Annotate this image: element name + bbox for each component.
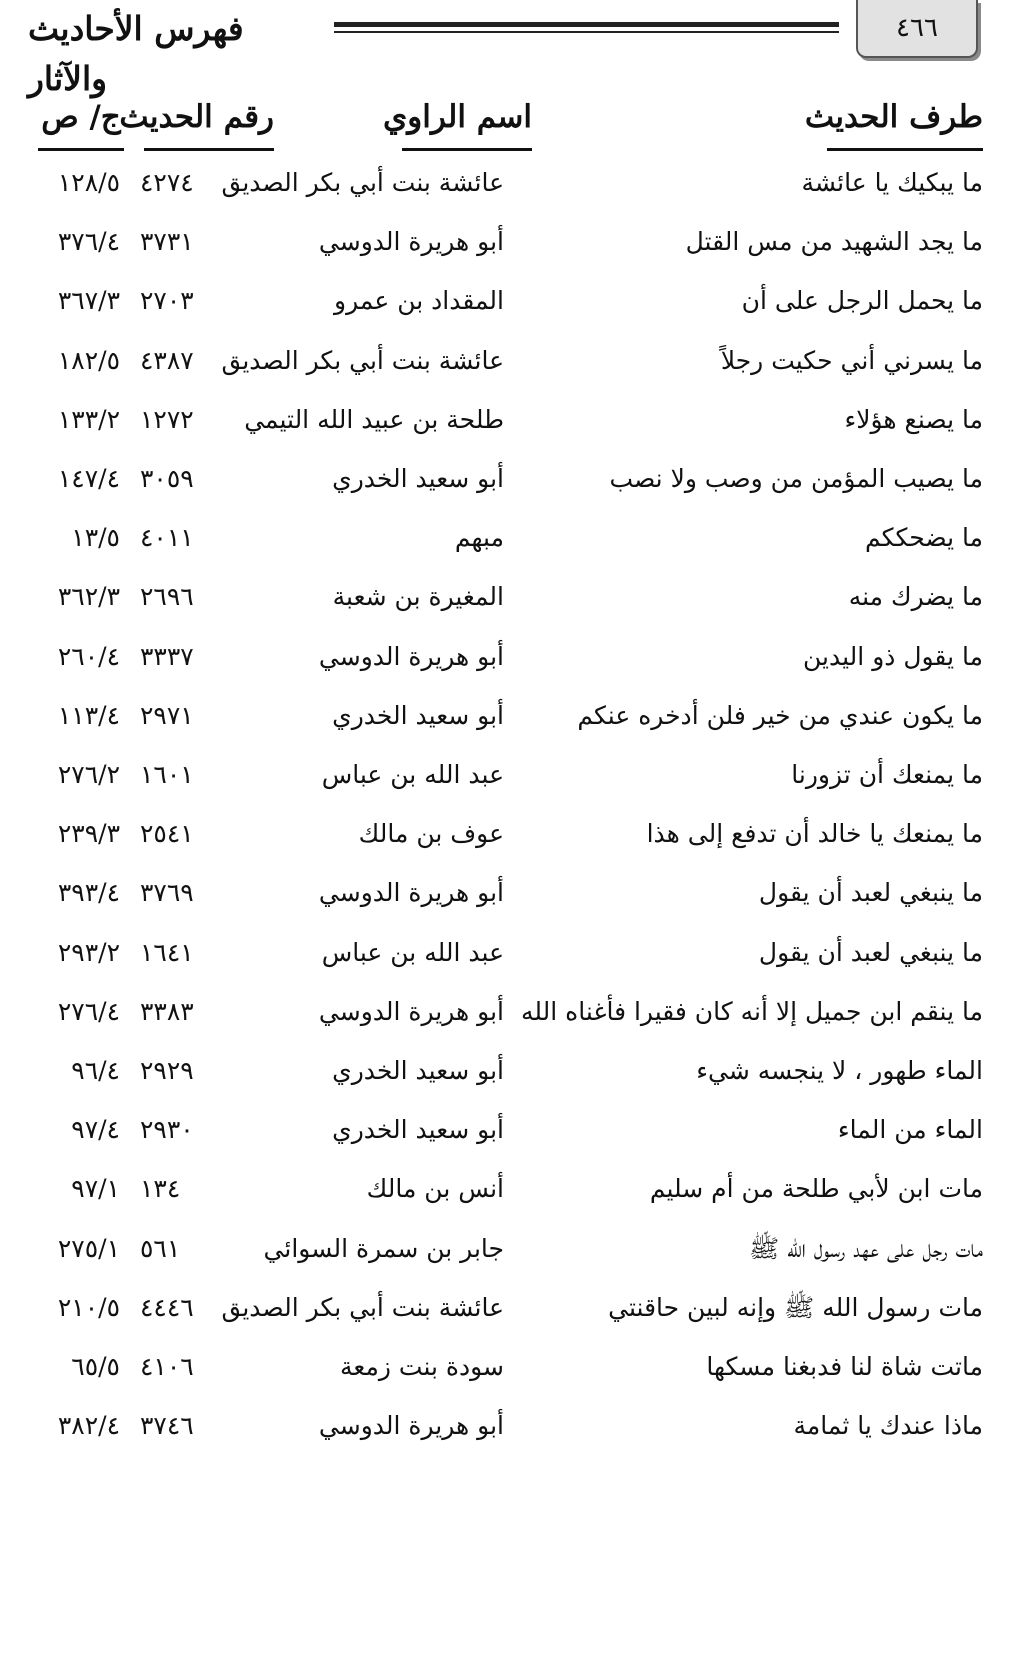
hadith-opening: الماء من الماء — [837, 1115, 983, 1145]
page-title: فهرس الأحاديث والآثار — [28, 9, 244, 98]
hadith-opening: ما يضرك منه — [848, 582, 983, 612]
hadith-opening: ما يصنع هؤلاء — [844, 404, 983, 434]
table-row — [0, 330, 1010, 392]
narrator-name: سودة بنت زمعة — [340, 1352, 504, 1381]
narrator-name: عبد الله بن عباس — [321, 937, 504, 967]
hadith-number: ٤٤٤٦ — [140, 1292, 194, 1322]
volume-page: ٢٧٦/٢ — [57, 760, 120, 789]
hadith-number: ٢٧٠٣ — [140, 286, 194, 316]
table-row — [0, 389, 1010, 451]
table-row — [0, 803, 1010, 865]
volume-page: ١١٣/٤ — [57, 700, 120, 730]
volume-page: ١٢٨/٥ — [57, 168, 120, 197]
narrator-name: أبو هريرة الدوسي — [318, 996, 504, 1026]
hadith-number: ١٦٤١ — [140, 937, 194, 967]
table-row — [0, 1099, 1010, 1161]
hadith-number: ٣٣٨٣ — [140, 996, 194, 1026]
hadith-opening: مات رسول الله ﷺ وإنه لبين حاقنتي — [608, 1292, 983, 1322]
volume-page: ٢٩٣/٢ — [57, 937, 120, 967]
narrator-name: جابر بن سمرة السوائي — [263, 1233, 504, 1263]
table-row — [0, 981, 1010, 1043]
narrator-name: عائشة بنت أبي بكر الصديق — [221, 345, 504, 375]
hadith-opening: ما يقول ذو اليدين — [803, 641, 983, 671]
narrator-name: المغيرة بن شعبة — [332, 582, 504, 612]
hadith-opening: الماء طهور ، لا ينجسه شيء — [696, 1056, 983, 1085]
hadith-number: ٣٠٥٩ — [140, 464, 194, 493]
hadith-opening: ما يضحككم — [865, 523, 983, 553]
volume-page: ٩٧/١ — [71, 1174, 120, 1204]
volume-page: ٩٧/٤ — [71, 1115, 120, 1145]
table-row — [0, 1336, 1010, 1398]
table-row — [0, 152, 1010, 214]
hadith-number: ٢٦٩٦ — [140, 582, 194, 612]
volume-page: ١٣٣/٢ — [57, 404, 120, 434]
table-row — [0, 1277, 1010, 1339]
hadith-number: ١٢٧٢ — [140, 404, 194, 434]
hadith-number: ١٦٠١ — [140, 760, 194, 789]
table-row — [0, 566, 1010, 628]
hadith-opening: ما ينبغي لعبد أن يقول — [758, 937, 983, 967]
volume-page: ٢٦٠/٤ — [57, 641, 120, 671]
narrator-name: عوف بن مالك — [358, 819, 504, 849]
narrator-name: أبو هريرة الدوسي — [318, 1411, 504, 1441]
narrator-name: عبد الله بن عباس — [321, 760, 504, 789]
volume-page: ١٣/٥ — [71, 523, 120, 553]
table-row — [0, 744, 1010, 806]
volume-page: ٦٥/٥ — [71, 1352, 120, 1381]
table-row — [0, 448, 1010, 510]
column-header-narrator: اسم الراوي — [402, 92, 532, 151]
narrator-name: أبو سعيد الخدري — [332, 700, 504, 730]
volume-page: ٣٦٢/٣ — [57, 582, 120, 612]
volume-page: ٢٧٥/١ — [57, 1233, 120, 1263]
column-header-hadith-number: رقم الحديث — [144, 92, 274, 151]
table-row — [0, 1218, 1010, 1280]
hadith-opening: ماتت شاة لنا فدبغنا مسكها — [706, 1352, 983, 1381]
volume-page: ٣٩٣/٤ — [57, 878, 120, 908]
hadith-opening: ما يصيب المؤمن من وصب ولا نصب — [609, 464, 983, 493]
narrator-name: أبو هريرة الدوسي — [318, 227, 504, 257]
page-number: ٤٦٦ — [856, 0, 978, 58]
column-header-volume-page: ج/ ص — [38, 92, 124, 151]
header-divider — [334, 22, 839, 34]
hadith-opening: ما يجد الشهيد من مس القتل — [685, 227, 983, 257]
volume-page: ٣٦٧/٣ — [57, 286, 120, 316]
narrator-name: طلحة بن عبيد الله التيمي — [244, 404, 504, 434]
volume-page: ٩٦/٤ — [71, 1056, 120, 1085]
hadith-opening: ما ينقم ابن جميل إلا أنه كان فقيرا فأغناه الله — [520, 996, 983, 1026]
hadith-opening: ما يحمل الرجل على أن — [741, 286, 983, 316]
table-row — [0, 1395, 1010, 1457]
hadith-number: ٥٦١ — [140, 1233, 181, 1263]
narrator-name: أبو سعيد الخدري — [332, 464, 504, 493]
volume-page: ٢٣٩/٣ — [57, 819, 120, 849]
table-row — [0, 685, 1010, 747]
narrator-name: عائشة بنت أبي بكر الصديق — [221, 1292, 504, 1322]
narrator-name: المقداد بن عمرو — [334, 286, 504, 316]
hadith-number: ٤٣٨٧ — [140, 345, 194, 375]
hadith-number: ٣٧٣١ — [140, 227, 194, 257]
hadith-number: ٤٢٧٤ — [140, 168, 194, 197]
table-row — [0, 1158, 1010, 1220]
hadith-number: ١٣٤ — [140, 1174, 181, 1204]
hadith-number: ٢٩٧١ — [140, 700, 194, 730]
volume-page: ٢٧٦/٤ — [57, 996, 120, 1026]
narrator-name: أبو سعيد الخدري — [332, 1056, 504, 1085]
volume-page: ٢١٠/٥ — [57, 1292, 120, 1322]
hadith-number: ٣٣٣٧ — [140, 641, 194, 671]
hadith-opening: ما ينبغي لعبد أن يقول — [758, 878, 983, 908]
hadith-opening: ما يسرني أني حكيت رجلاً — [720, 345, 983, 375]
table-row — [0, 211, 1010, 273]
table-row — [0, 922, 1010, 984]
hadith-opening: ما يمنعك أن تزورنا — [791, 760, 983, 789]
table-row — [0, 507, 1010, 569]
hadith-number: ٢٥٤١ — [140, 819, 194, 849]
narrator-name: عائشة بنت أبي بكر الصديق — [221, 168, 504, 197]
hadith-number: ٤٠١١ — [140, 523, 194, 553]
volume-page: ٣٧٦/٤ — [57, 227, 120, 257]
hadith-opening: ماذا عندك يا ثمامة — [793, 1411, 983, 1441]
narrator-name: مبهم — [454, 523, 504, 553]
hadith-number: ٢٩٣٠ — [140, 1115, 194, 1145]
hadith-number: ٢٩٢٩ — [140, 1056, 194, 1085]
hadith-number: ٤١٠٦ — [140, 1352, 194, 1381]
volume-page: ٣٨٢/٤ — [57, 1411, 120, 1441]
hadith-opening: مات ابن لأبي طلحة من أم سليم — [649, 1174, 983, 1204]
hadith-opening: ما يبكيك يا عائشة — [801, 168, 983, 197]
hadith-opening: ما يمنعك يا خالد أن تدفع إلى هذا — [646, 819, 983, 849]
volume-page: ١٨٢/٥ — [57, 345, 120, 375]
narrator-name: أبو هريرة الدوسي — [318, 878, 504, 908]
narrator-name: أبو هريرة الدوسي — [318, 641, 504, 671]
hadith-number: ٣٧٦٩ — [140, 878, 194, 908]
narrator-name: أبو سعيد الخدري — [332, 1115, 504, 1145]
table-row — [0, 270, 1010, 332]
hadith-number: ٣٧٤٦ — [140, 1411, 194, 1441]
hadith-opening: مات رجل على عهد رسول الله ﷺ — [748, 1233, 983, 1263]
narrator-name: أنس بن مالك — [366, 1174, 504, 1204]
table-row — [0, 1040, 1010, 1102]
volume-page: ١٤٧/٤ — [57, 464, 120, 493]
column-header-hadith-opening: طرف الحديث — [827, 92, 983, 151]
table-row — [0, 626, 1010, 688]
hadith-opening: ما يكون عندي من خير فلن أدخره عنكم — [577, 700, 983, 730]
table-row — [0, 862, 1010, 924]
